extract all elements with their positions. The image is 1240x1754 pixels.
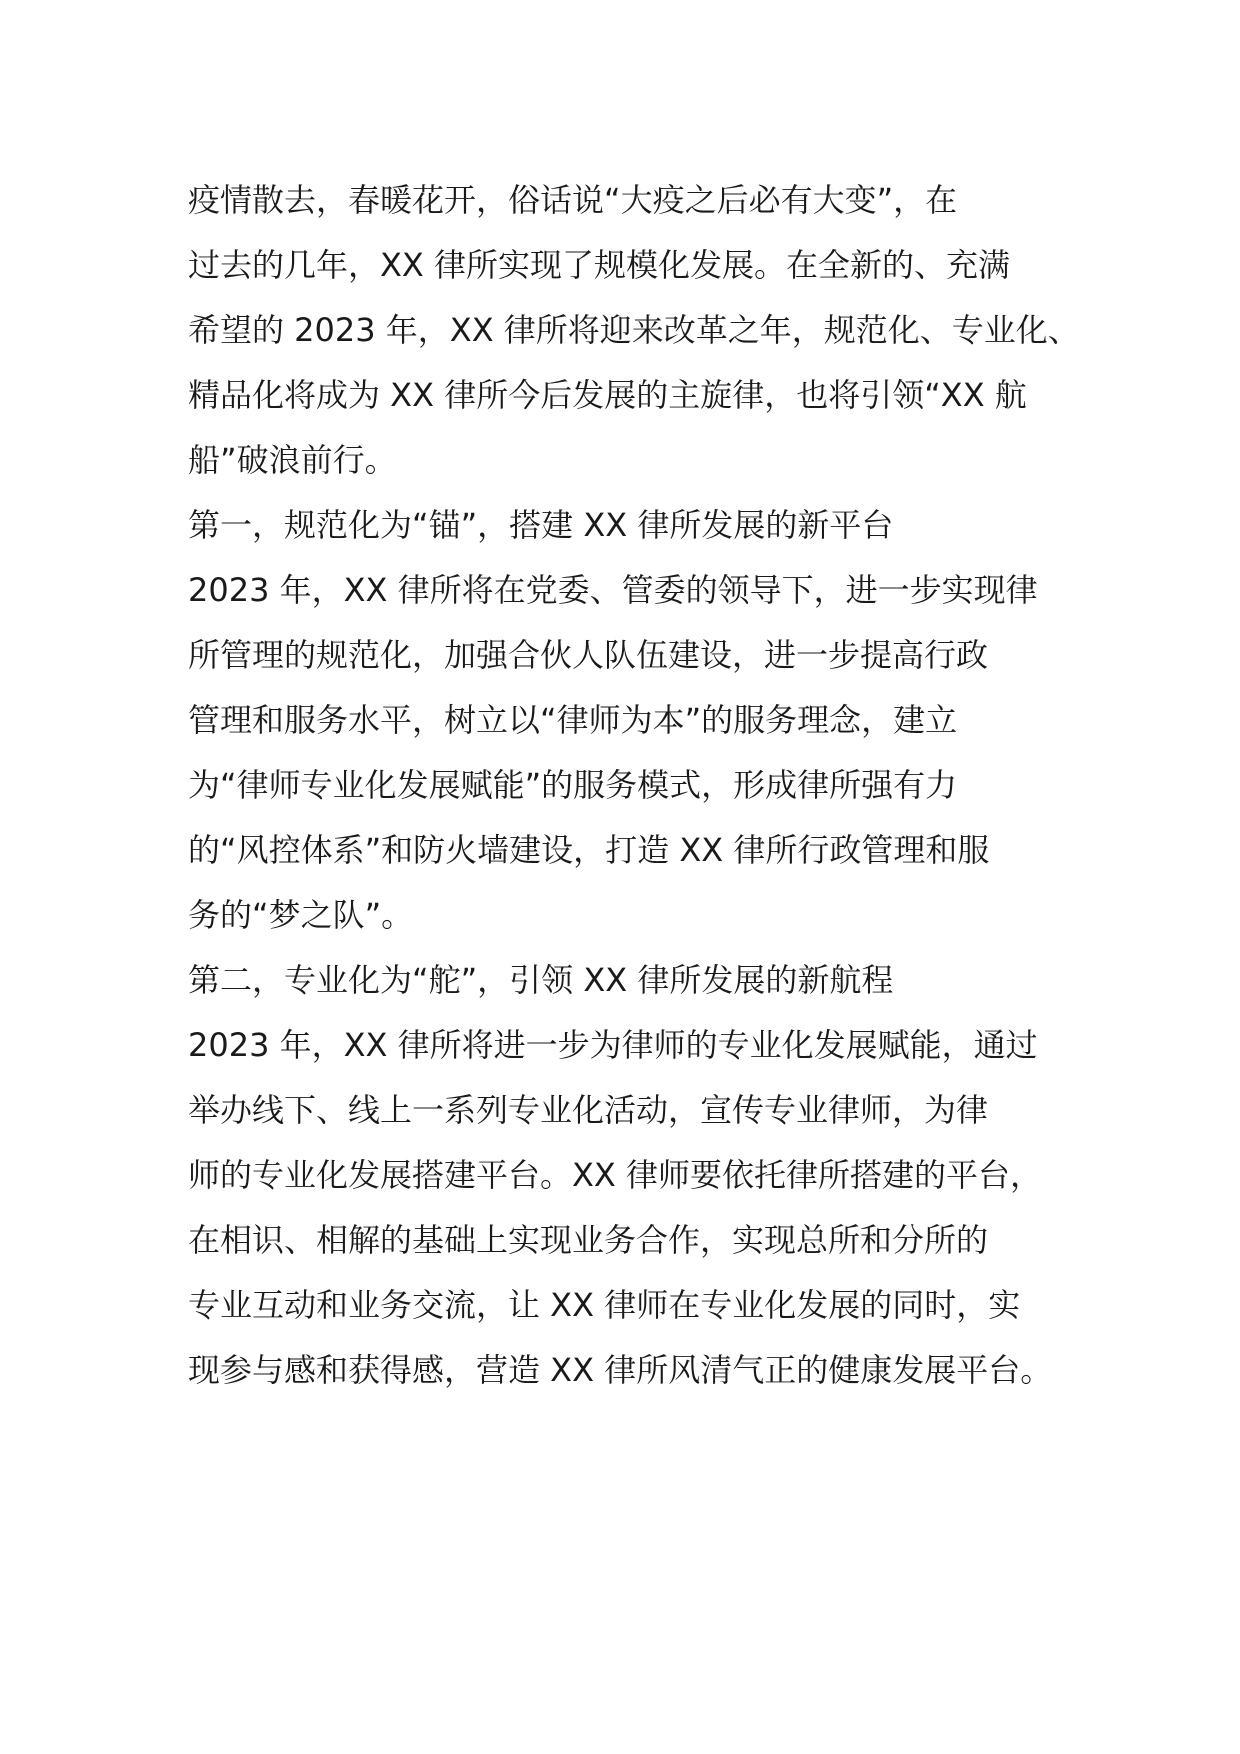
- text-line: 专业互动和业务交流，让 XX 律师在专业化发展的同时，实: [188, 1286, 1021, 1324]
- section-heading-1: 第一，规范化为“锚”，搭建 XX 律所发展的新平台: [188, 506, 894, 544]
- document-body: [188, 168, 1088, 1403]
- text-line: 2023 年，XX 律所将进一步为律师的专业化发展赋能，通过: [188, 1026, 1038, 1064]
- text-line: 在相识、相解的基础上实现业务合作，实现总所和分所的: [188, 1221, 989, 1259]
- text-line: 师的专业化发展搭建平台。XX 律师要依托律所搭建的平台，: [188, 1156, 1043, 1194]
- text-line: 疫情散去，春暖花开，俗话说“大疫之后必有大变”，在: [188, 181, 958, 219]
- section-heading-2: 第二，专业化为“舵”，引领 XX 律所发展的新航程: [188, 961, 894, 999]
- text-line: 所管理的规范化，加强合伙人队伍建设，进一步提高行政: [188, 636, 989, 674]
- text-line: 的“风控体系”和防火墙建设，打造 XX 律所行政管理和服: [188, 831, 990, 869]
- text-line: 过去的几年，XX 律所实现了规模化发展。在全新的、充满: [188, 246, 1011, 284]
- text-line: 管理和服务水平，树立以“律师为本”的服务理念，建立: [188, 701, 958, 739]
- text-line: 举办线下、线上一系列专业化活动，宣传专业律师，为律: [188, 1091, 989, 1129]
- text-line: 精品化将成为 XX 律所今后发展的主旋律，也将引领“XX 航: [188, 376, 1027, 414]
- text-line: 务的“梦之队”。: [188, 896, 414, 934]
- text-line: 希望的 2023 年，XX 律所将迎来改革之年，规范化、专业化、: [188, 311, 1080, 349]
- text-line: 船”破浪前行。: [188, 441, 397, 479]
- text-line: 为“律师专业化发展赋能”的服务模式，形成律所强有力: [188, 766, 958, 804]
- text-line: 2023 年，XX 律所将在党委、管委的领导下，进一步实现律: [188, 571, 1038, 609]
- text-line: 现参与感和获得感，营造 XX 律所风清气正的健康发展平台。: [188, 1351, 1053, 1389]
